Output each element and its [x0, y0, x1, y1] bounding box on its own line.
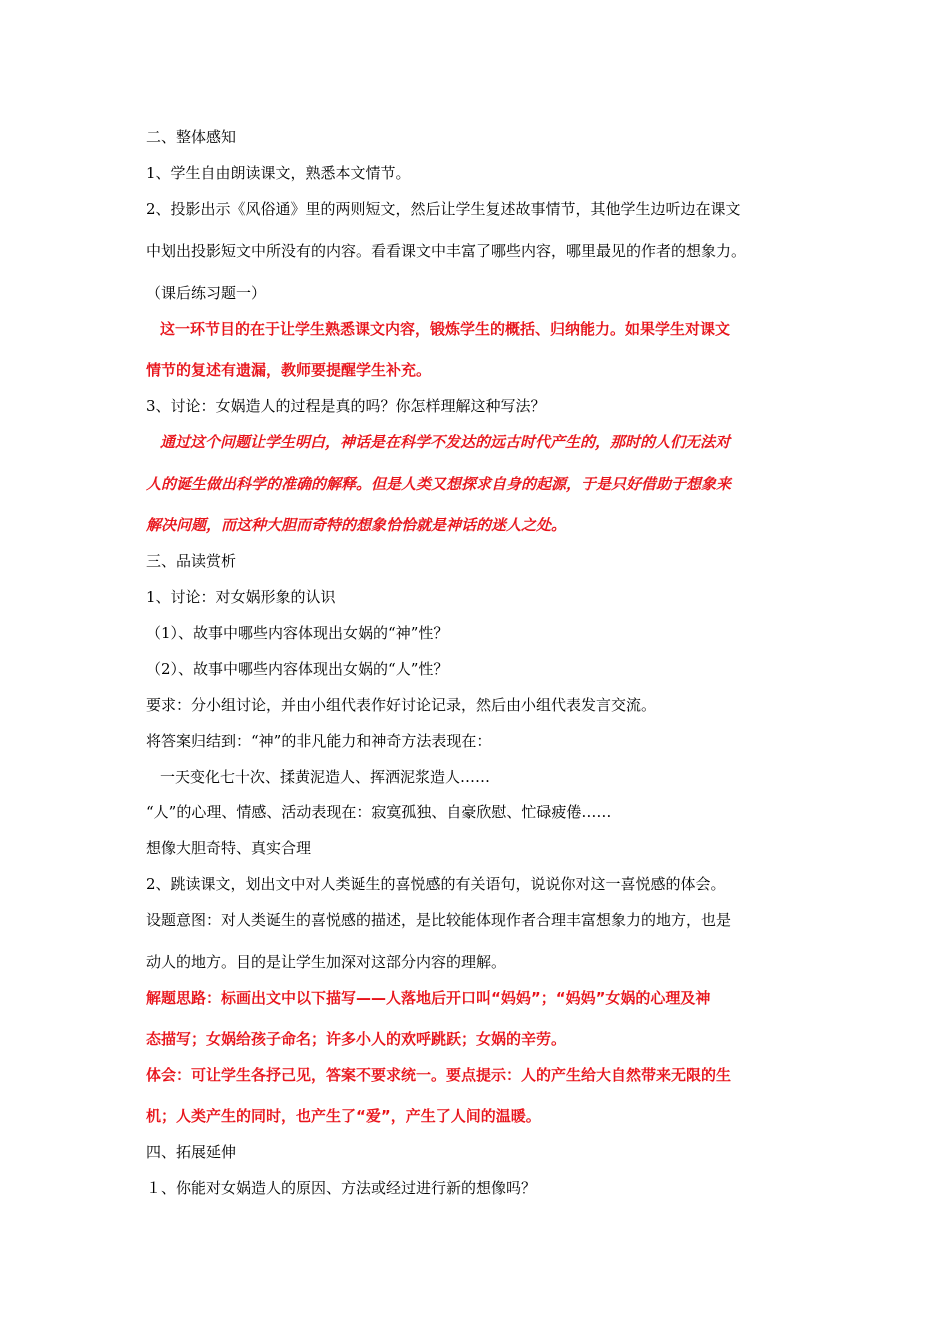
section3-solution-line-2: 态描写；女娲给孩子命名；许多小人的欢呼跳跃；女娲的辛劳。	[146, 1030, 567, 1048]
paragraph-item-2-line-1: 2、投影出示《风俗通》里的两则短文，然后让学生复述故事情节，其他学生边听边在课文	[146, 200, 741, 218]
section3-answer-summary: 想像大胆奇特、真实合理	[146, 839, 312, 857]
comment-2-line-2: 人的诞生做出科学的准确的解释。但是人类又想探求自身的起源，于是只好借助于想象来	[146, 475, 732, 493]
section3-answer-intro: 将答案归结到：“神”的非凡能力和神奇方法表现在：	[146, 732, 492, 750]
section-heading-appreciation: 三、品读赏析	[146, 552, 237, 570]
section3-sub-1: （1）、故事中哪些内容体现出女娲的“神”性？	[146, 624, 449, 642]
section3-intent-line-1: 设题意图：对人类诞生的喜悦感的描述，是比较能体现作者合理丰富想象力的地方，也是	[146, 911, 732, 929]
section3-answer-god: 一天变化七十次、揉黄泥造人、挥洒泥浆造人……	[160, 768, 491, 786]
paragraph-item-2-line-2: 中划出投影短文中所没有的内容。看看课文中丰富了哪些内容，哪里最见的作者的想象力。	[146, 242, 747, 260]
comment-1-line-2: 情节的复述有遗漏，教师要提醒学生补充。	[146, 361, 432, 379]
section3-requirement: 要求：分小组讨论，并由小组代表作好讨论记录，然后由小组代表发言交流。	[146, 696, 657, 714]
comment-1-line-1: 这一环节目的在于让学生熟悉课文内容，锻炼学生的概括、归纳能力。如果学生对课文	[160, 320, 731, 338]
section3-feeling-line-2: 机；人类产生的同时，也产生了“爱”，产生了人间的温暖。	[146, 1107, 541, 1125]
section-heading-extension: 四、拓展延伸	[146, 1143, 237, 1161]
paragraph-item-2-note: （课后练习题一）	[146, 284, 267, 302]
section3-answer-human: “人”的心理、情感、活动表现在：寂寞孤独、自豪欣慰、忙碌疲倦……	[146, 803, 612, 821]
section3-item-2: 2、跳读课文，划出文中对人类诞生的喜悦感的有关语句，说说你对这一喜悦感的体会。	[146, 875, 726, 893]
comment-2-line-1: 通过这个问题让学生明白，神话是在科学不发达的远古时代产生的，那时的人们无法对	[160, 433, 731, 451]
section-heading-overall-perception: 二、整体感知	[146, 128, 237, 146]
section3-sub-2: （2）、故事中哪些内容体现出女娲的“人”性？	[146, 660, 449, 678]
section3-item-1: 1、讨论：对女娲形象的认识	[146, 588, 336, 606]
section3-intent-line-2: 动人的地方。目的是让学生加深对这部分内容的理解。	[146, 953, 507, 971]
paragraph-item-3: 3、讨论：女娲造人的过程是真的吗？你怎样理解这种写法？	[146, 397, 546, 415]
section3-solution-line-1: 解题思路：标画出文中以下描写——人落地后开口叫“妈妈”；“妈妈”女娲的心理及神	[146, 989, 711, 1007]
comment-2-line-3: 解决问题，而这种大胆而奇特的想象恰恰就是神话的迷人之处。	[146, 516, 567, 534]
section3-feeling-line-1: 体会：可让学生各抒己见，答案不要求统一。要点提示：人的产生给大自然带来无限的生	[146, 1066, 732, 1084]
section4-item-1: １、你能对女娲造人的原因、方法或经过进行新的想像吗？	[146, 1179, 537, 1197]
paragraph-item-1: 1、学生自由朗读课文，熟悉本文情节。	[146, 164, 411, 182]
